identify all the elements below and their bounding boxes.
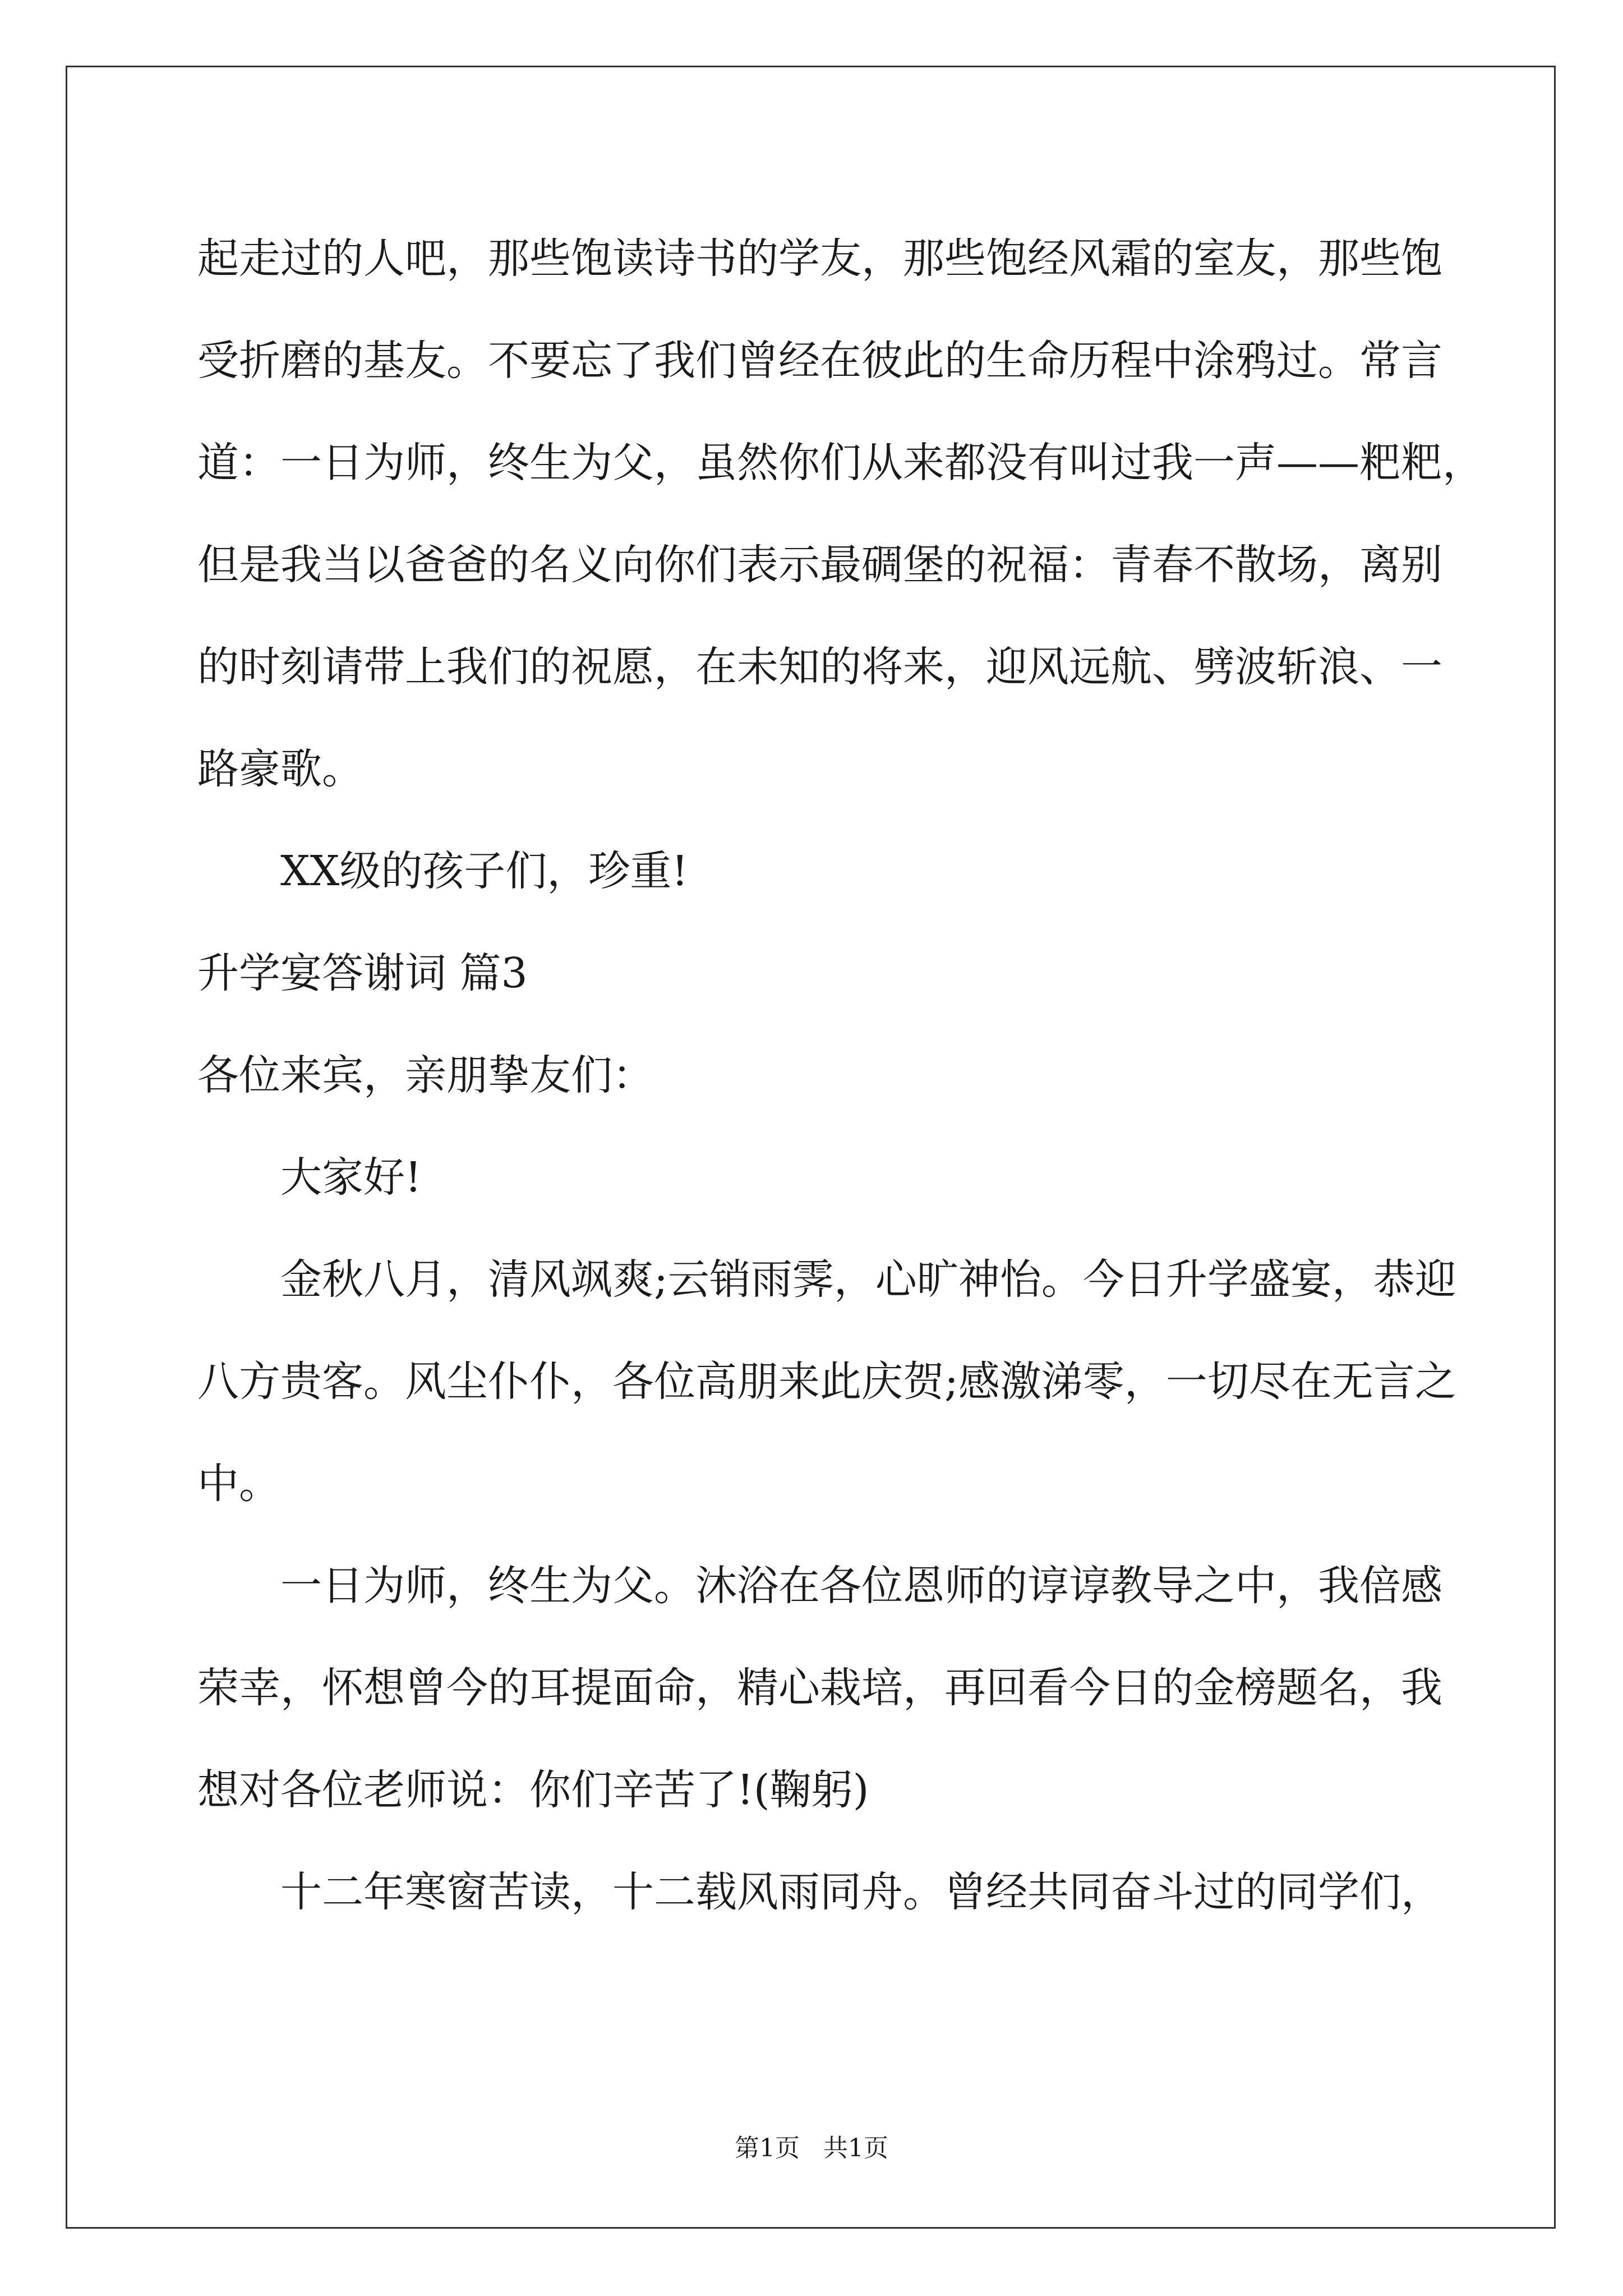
- text-line: 金秋八月，清风飒爽;云销雨霁，心旷神怡。今日升学盛宴，恭迎: [280, 1255, 1456, 1304]
- greeting: 大家好!: [280, 1153, 422, 1202]
- section-heading: 升学宴答谢词 篇3: [197, 949, 528, 997]
- text-line: 一日为师，终生为父。沐浴在各位恩师的谆谆教导之中，我倍感: [280, 1562, 1442, 1610]
- text-line: XX级的孩子们，珍重!: [280, 847, 689, 895]
- text-line: 道：一日为师，终生为父，虽然你们从来都没有叫过我一声——粑粑，: [197, 439, 1484, 487]
- text-line: 受折磨的基友。不要忘了我们曾经在彼此的生命历程中涂鸦过。常言: [197, 337, 1442, 385]
- text-line: 中。: [197, 1460, 280, 1508]
- text-line: 荣幸，怀想曾今的耳提面命，精心栽培，再回看今日的金榜题名，我: [197, 1664, 1442, 1712]
- text-line: 想对各位老师说：你们辛苦了!(鞠躬): [197, 1766, 869, 1814]
- text-line: 的时刻请带上我们的祝愿，在未知的将来，迎风远航、劈波斩浪、一: [197, 643, 1442, 691]
- salutation: 各位来宾，亲朋挚友们：: [197, 1051, 654, 1099]
- document-body: [197, 208, 1484, 1943]
- text-line: 路豪歌。: [197, 745, 363, 793]
- text-line: 起走过的人吧，那些饱读诗书的学友，那些饱经风霜的室友，那些饱: [197, 234, 1442, 283]
- text-line: 但是我当以爸爸的名义向你们表示最碉堡的祝福：青春不散场，离别: [197, 541, 1442, 589]
- page-footer: 第1页 共1页: [735, 2134, 888, 2162]
- text-line: 八方贵客。风尘仆仆，各位高朋来此庆贺;感激涕零，一切尽在无言之: [197, 1358, 1456, 1406]
- text-line: 十二年寒窗苦读，十二载风雨同舟。曾经共同奋斗过的同学们，: [280, 1868, 1442, 1916]
